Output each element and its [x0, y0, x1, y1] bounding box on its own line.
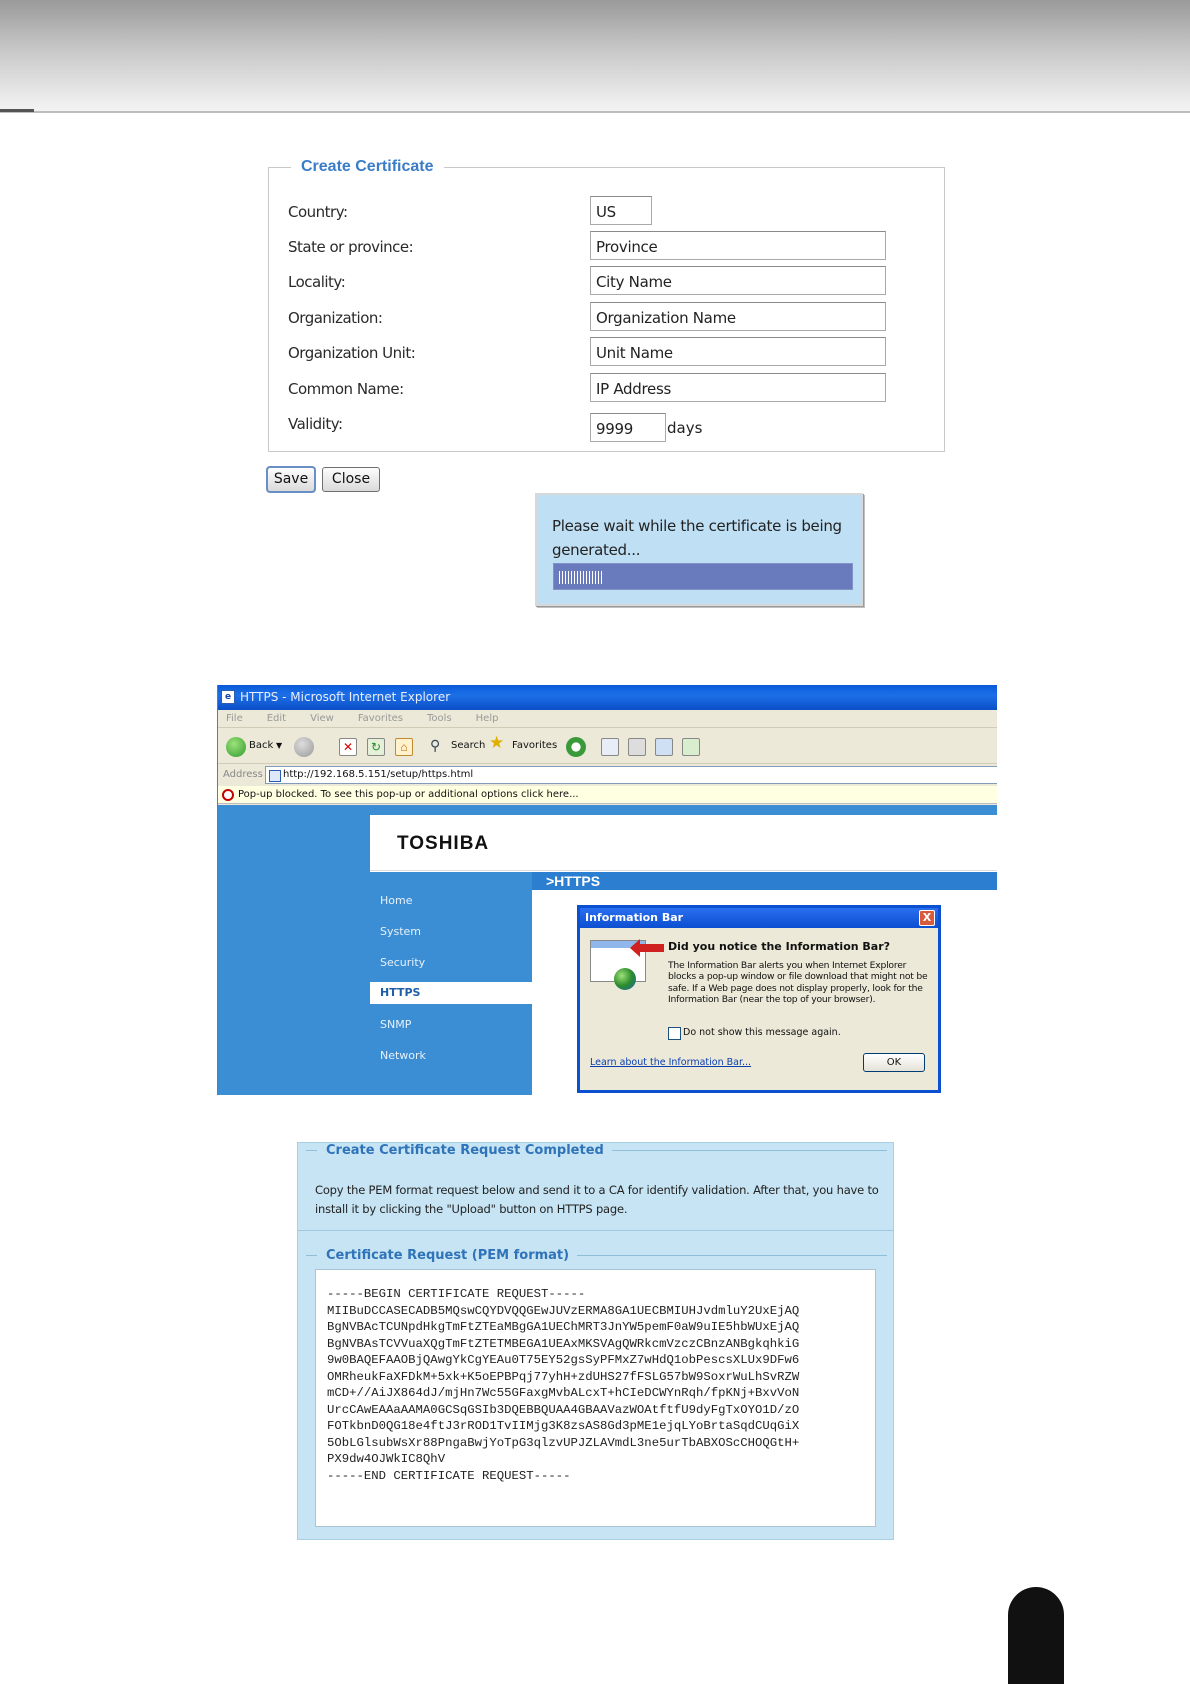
- ie-title-bar: [218, 685, 997, 710]
- favorites-star-icon[interactable]: ★: [489, 733, 505, 753]
- back-button-label[interactable]: Back: [249, 740, 274, 751]
- locality-input[interactable]: City Name: [590, 266, 886, 295]
- country-input[interactable]: US: [590, 196, 652, 225]
- pem-legend: Certificate Request (PEM format): [318, 1248, 577, 1263]
- ie-toolbar: [218, 729, 997, 764]
- learn-more-link[interactable]: Learn about the Information Bar...: [590, 1057, 752, 1068]
- legend-rule-left: [306, 1150, 317, 1151]
- validity-days-unit: days: [667, 419, 703, 437]
- ie-window-title: HTTPS - Microsoft Internet Explorer: [240, 690, 451, 704]
- address-input[interactable]: http://192.168.5.151/setup/https.html: [265, 766, 997, 784]
- request-completed-legend: Create Certificate Request Completed: [318, 1143, 612, 1158]
- mail-icon[interactable]: [601, 738, 619, 756]
- red-arrow-icon: [638, 944, 664, 952]
- menu-view[interactable]: View: [310, 713, 334, 724]
- search-button-label[interactable]: Search: [451, 740, 486, 751]
- setup-sidebar: [370, 872, 532, 1095]
- state-input[interactable]: Province: [590, 231, 886, 260]
- organization-unit-input[interactable]: Unit Name: [590, 337, 886, 366]
- pem-legend-rule-right: [543, 1255, 887, 1256]
- pem-request-textarea[interactable]: [315, 1269, 876, 1527]
- globe-icon: [614, 968, 636, 990]
- ie-menu-bar: [218, 710, 997, 728]
- forward-icon[interactable]: [294, 737, 314, 757]
- dont-show-again-checkbox[interactable]: Do not show this message again.: [668, 1027, 841, 1039]
- back-dropdown-icon[interactable]: ▼: [276, 741, 283, 750]
- menu-tools[interactable]: Tools: [427, 713, 452, 724]
- dialog-title: Information Bar: [585, 911, 684, 924]
- organization-label: Organization:: [288, 309, 383, 327]
- validity-input[interactable]: 9999: [590, 413, 666, 442]
- history-icon[interactable]: [566, 737, 586, 757]
- state-label: State or province:: [288, 238, 414, 256]
- common-name-label: Common Name:: [288, 380, 404, 398]
- close-button[interactable]: Close: [322, 467, 380, 492]
- certificate-progress-popup: [535, 493, 863, 606]
- menu-favorites[interactable]: Favorites: [357, 713, 404, 724]
- menu-help[interactable]: Help: [475, 713, 499, 724]
- pem-legend-rule-left: [306, 1255, 317, 1256]
- menu-file[interactable]: File: [226, 713, 243, 724]
- page-header-band: [0, 0, 1190, 112]
- search-icon[interactable]: ⚲: [430, 738, 441, 754]
- refresh-icon[interactable]: ↻: [367, 738, 385, 756]
- nav-security[interactable]: Security: [380, 956, 426, 969]
- progress-bar-fill: [559, 571, 602, 584]
- menu-edit[interactable]: Edit: [266, 713, 287, 724]
- information-bar-text: Pop-up blocked. To see this pop-up or additional options click here...: [238, 789, 579, 800]
- ie-app-icon: e: [221, 690, 235, 704]
- nav-https[interactable]: HTTPS: [370, 982, 534, 1004]
- back-icon[interactable]: [226, 737, 246, 757]
- request-instructions: Copy the PEM format request below and send it to a CA for identify validation. After that, you have to install it by clicking the "Upload" button on HTTPS page.: [315, 1183, 879, 1216]
- edit-icon[interactable]: [655, 738, 673, 756]
- nav-snmp[interactable]: SNMP: [380, 1018, 412, 1031]
- ie-information-bar[interactable]: [218, 786, 997, 804]
- dialog-question: Did you notice the Information Bar?: [668, 940, 891, 953]
- create-certificate-legend: Create Certificate: [291, 158, 444, 176]
- save-button[interactable]: Save: [267, 467, 315, 492]
- address-label: Address: [223, 769, 263, 780]
- nav-home[interactable]: Home: [380, 894, 413, 907]
- ie-browser-window: [217, 685, 997, 1095]
- page-banner: >HTTPS: [532, 872, 997, 890]
- ie-address-bar: [218, 765, 997, 785]
- ok-button[interactable]: OK: [863, 1053, 925, 1072]
- favorites-button-label[interactable]: Favorites: [512, 740, 558, 751]
- page-number-tab: [1008, 1587, 1064, 1684]
- close-icon[interactable]: X: [919, 910, 935, 926]
- progress-bar: [553, 563, 853, 590]
- header-rule-accent: [0, 109, 34, 112]
- popup-blocked-icon: [222, 789, 234, 801]
- information-bar-dialog: [577, 905, 941, 1093]
- locality-label: Locality:: [288, 273, 346, 291]
- nav-system[interactable]: System: [380, 925, 422, 938]
- dialog-body-text: The Information Bar alerts you when Internet Explorer blocks a pop-up window or file download that might not be safe. If a Web page does not display properly, look for the Information Bar (near the top of your browser).: [668, 960, 928, 1005]
- header-rule: [0, 111, 1190, 113]
- home-icon[interactable]: ⌂: [395, 738, 413, 756]
- nav-network[interactable]: Network: [380, 1049, 426, 1062]
- logo-area: [370, 815, 997, 871]
- pem-request-text: -----BEGIN CERTIFICATE REQUEST----- MIIBuDCCASECADB5MQswCQYDVQQGEwJUVzERMA8GA1UECBMIUHJvdmluY2UxEjAQ BgNVBAcTCUNpdHkgTmFtZTEaMBgGA1UEChMRT3JnYW5pemF0aW9uIE5hbWUxEjAQ BgNVBAsTCVVuaXQgTmFtZTETMBEGA1UEAxMKSVAgQWRkcmVzczCBnzANBgkqhkiG 9w0BAQEFAAOBjQAwgYkCgYEAu0T75EY52gsSyPFMxZ7wHdQ1obPescsXLUx9DFw6 OMRheukFaXFDkM+5xk+K5oEPBPqj77yhH+zdUHS27fFSLG57bW9SoxrWuLhSvRZW mCD+//AiJX864dJ/mjHn7Wc55GFaxgMvbALcxT+hCIeDCWYnRqh/fpKNj+BxvVoN UrcCAwEAAaAAMA0GCSqGSIb3DQEBBQUAA4GBAAVazWOAtftfU9dyFgTxOYO1D/zO FOTkbnD0QG18e4ftJ3rROD1TvIIMjg3K8zsAS8Gd3pME1ejqLYoBrtaSqdCUqGiX 5ObLGlsubWsXr88PngaBwjYoTpG3qlzvUPJZLAVmdL3ne5urTbABXOScCHOQGtH+ PX9dw4OJWkIC8QhV -----END CERTIFICATE REQUEST-----: [327, 1287, 800, 1483]
- toshiba-logo: TOSHIBA: [397, 833, 490, 854]
- print-icon[interactable]: [628, 738, 646, 756]
- organization-input[interactable]: Organization Name: [590, 302, 886, 331]
- messenger-icon[interactable]: [682, 738, 700, 756]
- validity-label: Validity:: [288, 415, 343, 433]
- country-label: Country:: [288, 203, 348, 221]
- dialog-title-bar: [580, 908, 938, 928]
- common-name-input[interactable]: IP Address: [590, 373, 886, 402]
- organization-unit-label: Organization Unit:: [288, 344, 416, 362]
- create-certificate-fieldset: [268, 158, 945, 452]
- request-completed-panel: [297, 1142, 894, 1540]
- progress-message: Please wait while the certificate is being generated...: [552, 517, 842, 559]
- stop-icon[interactable]: ✕: [339, 738, 357, 756]
